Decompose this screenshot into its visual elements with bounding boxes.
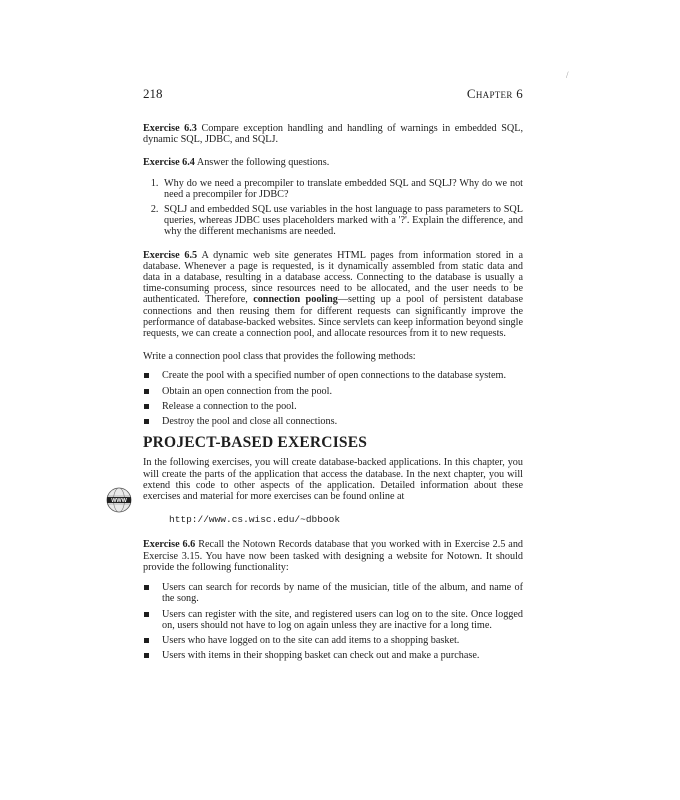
list-item: Obtain an open connection from the pool. <box>143 386 523 397</box>
square-bullet-icon <box>144 585 149 590</box>
page-number: 218 <box>143 86 163 101</box>
list-item: Users can search for records by name of the musician, title of the album, and name of the song. <box>143 582 523 604</box>
method-list <box>143 370 523 427</box>
list-item: Users who have logged on to the site can add items to a shopping basket. <box>143 635 523 646</box>
exercise-label: Exercise 6.5 <box>143 249 198 261</box>
square-bullet-icon <box>144 404 149 409</box>
running-head <box>143 86 523 102</box>
exercise-6-5 <box>143 250 523 340</box>
square-bullet-icon <box>144 389 149 394</box>
www-globe-icon <box>106 487 132 513</box>
www-label: WWW <box>111 497 127 504</box>
exercise-label: Exercise 6.4 <box>143 157 195 169</box>
list-item: Users with items in their shopping basket can check out and make a purchase. <box>143 650 523 661</box>
question-list <box>143 178 523 238</box>
exercise-text: Answer the following questions. <box>196 157 330 169</box>
margin-mark: / <box>566 70 569 80</box>
square-bullet-icon <box>144 638 149 643</box>
exercise-6-4 <box>143 157 523 168</box>
exercise-text: —setting up a pool of persistent database connections and then reusing them for different requests can significantly improve the performance of database-backed websites. Since servlets can keep information beyond single requests, we can create a connection pool, and allocate resources from it to new requests. <box>143 294 524 340</box>
functionality-list <box>143 582 523 661</box>
square-bullet-icon <box>144 419 149 424</box>
exercise-6-6 <box>143 539 523 573</box>
exercise-label: Exercise 6.6 <box>143 539 196 551</box>
exercise-text: Recall the Notown Records database that you worked with in Exercise 2.5 and Exercise 3.15. You have now been tasked with designing a website for Notown. It should provide the following functionality: <box>143 539 524 573</box>
exercise-text: Compare exception handling and handling of warnings in embedded SQL, dynamic SQL, JDBC, and SQLJ. <box>143 123 524 146</box>
question-item: 1. Why do we need a precompiler to translate embedded SQL and SQLJ? Why do we not need a precompiler for JDBC? <box>161 178 523 200</box>
exercise-label: Exercise 6.3 <box>143 123 197 134</box>
page-body <box>143 123 523 669</box>
list-item: Release a connection to the pool. <box>143 401 523 412</box>
chapter-title: Chapter 6 <box>466 86 523 101</box>
online-url: http://www.cs.wisc.edu/~dbbook <box>169 514 341 526</box>
method-intro: Write a connection pool class that provides the following methods: <box>143 351 416 363</box>
exercise-6-3 <box>143 123 523 145</box>
key-term: connection pooling <box>253 294 338 306</box>
list-item: Create the pool with a specified number of open connections to the database system. <box>143 370 523 381</box>
exercise-text: A dynamic web site generates HTML pages from information stored in a database. Whenever a page is requested, is it dynamically assembled from static data and data in a database, resulting in a database access. Connecting to the database is usually a time-consuming process, since resources need to be allocated, and the user needs to be authenticated. Therefore, <box>143 249 523 306</box>
square-bullet-icon <box>144 373 149 378</box>
list-item: Users can register with the site, and registered users can log on to the site. Once logged on, users should not have to log on again unless they are inactive for a long time. <box>143 609 523 631</box>
question-item: 2. SQLJ and embedded SQL use variables in the host language to pass parameters to SQL queries, whereas JDBC uses placeholders marked with a '?'. Explain the difference, and why the different mechanisms are needed. <box>161 204 523 238</box>
section-heading: PROJECT-BASED EXERCISES <box>143 434 368 452</box>
project-intro: In the following exercises, you will create database-backed applications. In this chapter, you will create the parts of the application that access the database. In the next chapter, you will extend this code to other aspects of the application. Detailed information about these exercises and material for more exercises can be found online at <box>143 457 523 503</box>
square-bullet-icon <box>144 612 149 617</box>
list-item: Destroy the pool and close all connections. <box>143 416 523 427</box>
square-bullet-icon <box>144 653 149 658</box>
